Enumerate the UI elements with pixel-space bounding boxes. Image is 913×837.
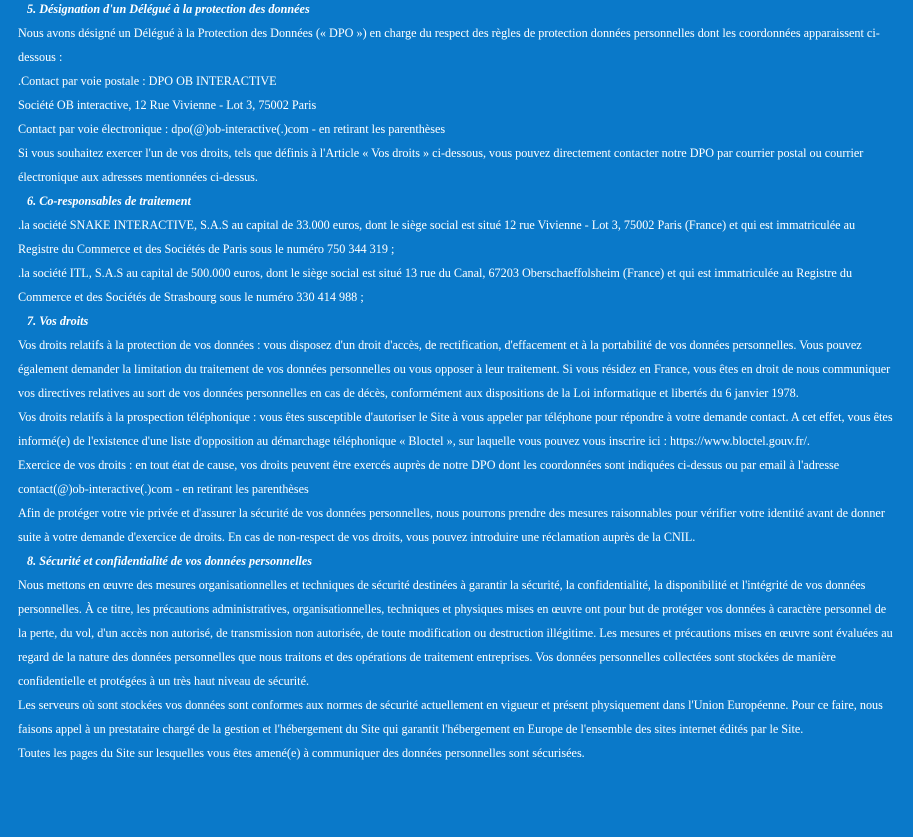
section-dpo — [18, 0, 897, 189]
paragraph: .la société ITL, S.A.S au capital de 500.000 euros, dont le siège social est situé 13 rue du Canal, 67203 Oberschaeffolsheim (France) et qui est immatriculée au Registre du Commerce et des Sociétés de Strasbourg sous le numéro 330 414 988 ; — [18, 266, 853, 304]
paragraph: Exercice de vos droits : en tout état de cause, vos droits peuvent être exercés auprès de notre DPO dont les coordonnées sont indiquées ci-dessus ou par email à l'adresse contact(@)ob-interactive(.)com - en retirant les parenthèses — [18, 458, 840, 496]
paragraph: Vos droits relatifs à la prospection téléphonique : vous êtes susceptible d'autoriser le Site à vous appeler par téléphone pour répondre à votre demande contact. A cet effet, vous êtes informé(e) de l'existence d'une liste d'opposition au démarchage téléphonique « Bloctel », sur laquelle vous pouvez vous inscrire ici : https://www.bloctel.gouv.fr/. — [18, 410, 893, 448]
section-co-responsables — [18, 189, 897, 309]
paragraph: .Contact par voie postale : DPO OB INTERACTIVE — [18, 74, 277, 88]
paragraph: Les serveurs où sont stockées vos données sont conformes aux normes de sécurité actuellement en vigueur et présent physiquement dans l'Union Européenne. Pour ce faire, nous faisons appel à un prestataire chargé de la gestion et l'hébergement du Site qui garantit l'hébergement en Europe de l'ensemble des sites internet édités par le Site. — [18, 698, 883, 736]
paragraph: .la société SNAKE INTERACTIVE, S.A.S au capital de 33.000 euros, dont le siège social est situé 12 rue Vivienne - Lot 3, 75002 Paris (France) et qui est immatriculée au Registre du Commerce et des Sociétés de Paris sous le numéro 750 344 319 ; — [18, 218, 856, 256]
paragraph: Vos droits relatifs à la protection de vos données : vous disposez d'un droit d'accès, de rectification, d'effacement et à la portabilité de vos données personnelles. Vous pouvez également demander la limitation du traitement de vos données personnelles ou vous opposer à leur traitement. Si vous résidez en France, vous êtes en droit de nous communiquer vos directives relatives au sort de vos données personnelles en cas de décès, conformément aux dispositions de la Loi informatique et libertés du 6 janvier 1978. — [18, 338, 891, 400]
section-heading-securite: 8. Sécurité et confidentialité de vos données personnelles — [27, 554, 313, 568]
paragraph: Nous mettons en œuvre des mesures organisationnelles et techniques de sécurité destinées à garantir la sécurité, la confidentialité, la disponibilité et l'intégrité de vos données personnelles. À ce titre, les précautions administratives, organisationnelles, techniques et physiques mises en œuvre ont pour but de protéger vos données à caractère personnel de la perte, du vol, d'un accès non autorisé, de transmission non autorisée, de toute modification ou destruction illégitime. Les mesures et précautions mises en œuvre sont évaluées au regard de la nature des données personnelles que nous traitons et des opérations de traitement entreprises. Vos données personnelles collectées sont stockées de manière confidentielle et protégées à un très haut niveau de sécurité. — [18, 578, 893, 688]
paragraph: Si vous souhaitez exercer l'un de vos droits, tels que définis à l'Article « Vos droits » ci-dessous, vous pouvez directement contacter notre DPO par courrier postal ou courrier électronique aux adresses mentionnées ci-dessus. — [18, 146, 864, 184]
paragraph: Contact par voie électronique : dpo(@)ob-interactive(.)com - en retirant les parenthèses — [18, 122, 446, 136]
section-vos-droits — [18, 309, 897, 549]
section-heading-co-responsables: 6. Co-responsables de traitement — [27, 194, 191, 208]
section-securite — [18, 549, 897, 765]
paragraph: Nous avons désigné un Délégué à la Protection des Données (« DPO ») en charge du respect des règles de protection données personnelles dont les coordonnées apparaissent ci-dessous : — [18, 26, 880, 64]
paragraph: Afin de protéger votre vie privée et d'assurer la sécurité de vos données personnelles, nous pourrons prendre des mesures raisonnables pour vérifier votre identité avant de donner suite à votre demande d'exercice de droits. En cas de non-respect de vos droits, vous pouvez introduire une réclamation auprès de la CNIL. — [18, 506, 885, 544]
section-heading-vos-droits: 7. Vos droits — [27, 314, 89, 328]
paragraph: Société OB interactive, 12 Rue Vivienne - Lot 3, 75002 Paris — [18, 98, 317, 112]
paragraph: Toutes les pages du Site sur lesquelles vous êtes amené(e) à communiquer des données personnelles sont sécurisées. — [18, 746, 585, 760]
section-heading-dpo: 5. Désignation d'un Délégué à la protection des données — [27, 2, 310, 16]
